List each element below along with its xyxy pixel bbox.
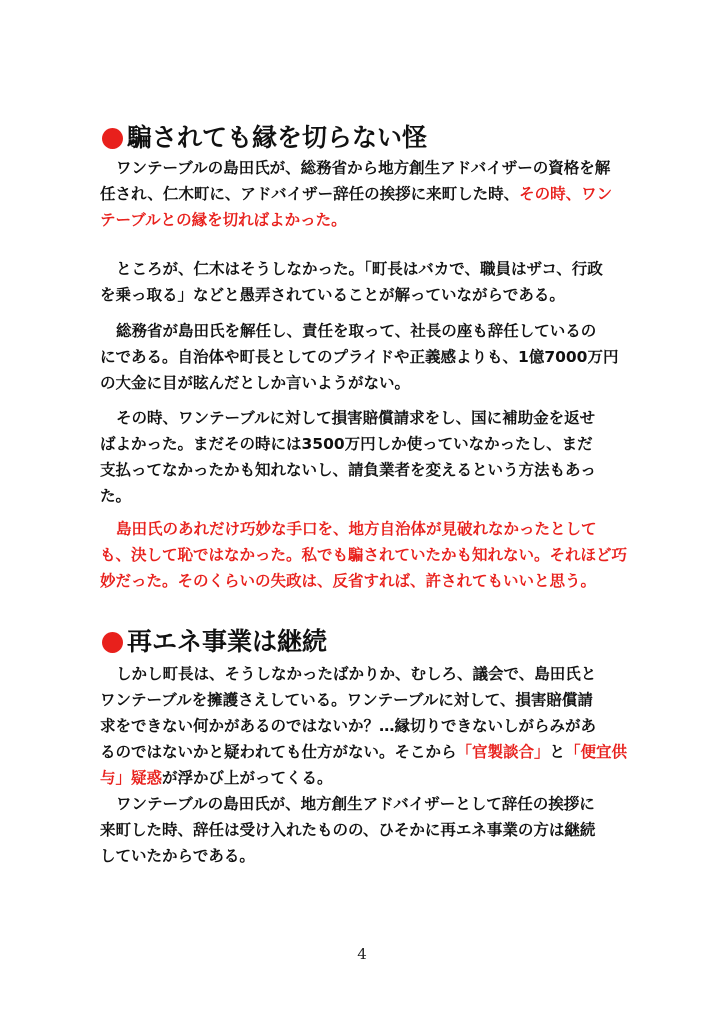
text-line: が浮かび上がってくる。 bbox=[162, 769, 333, 787]
page-number: 4 bbox=[357, 945, 367, 963]
text-line: していたからである。 bbox=[100, 847, 255, 865]
text-line: るのではないかと疑われても仕方がない。そこから bbox=[100, 743, 457, 761]
highlight-text: その時、ワン bbox=[519, 185, 613, 203]
text-line: ところが、仁木はそうしなかった。「町長はバカで、職員はザコ、行政 bbox=[116, 260, 603, 278]
section-heading-1 bbox=[100, 122, 640, 154]
text-line: の大金に目が眩んだとしか言いようがない。 bbox=[100, 374, 411, 392]
section-title: 再エネ事業は継続 bbox=[127, 627, 328, 656]
paragraph bbox=[100, 256, 640, 308]
highlight-text: 妙だった。そのくらいの失政は、反省すれば、許されてもいいと思う。 bbox=[100, 572, 597, 590]
text-line: を乗っ取る」などと愚弄されていることが解っていながらである。 bbox=[100, 286, 565, 304]
text-line: しかし町長は、そうしなかったばかりか、むしろ、議会で、島田氏と bbox=[116, 665, 597, 683]
text-line: にである。自治体や町長としてのプライドや正義感よりも、1億7000万円 bbox=[100, 348, 619, 366]
red-bullet-icon bbox=[102, 632, 123, 653]
text-line: た。 bbox=[100, 487, 132, 505]
paragraph bbox=[100, 155, 640, 233]
highlight-text: 「便宜供 bbox=[565, 743, 628, 761]
text-line: ワンテーブルの島田氏が、総務省から地方創生アドバイザーの資格を解 bbox=[116, 159, 611, 177]
text-line: 来町した時、辞任は受け入れたものの、ひそかに再エネ事業の方は継続 bbox=[100, 821, 596, 839]
text-line: 任され、仁木町に、アドバイザー辞任の挨拶に来町した時、 bbox=[100, 185, 520, 203]
highlight-text: 島田氏のあれだけ巧妙な手口を、地方自治体が見破れなかったとして bbox=[116, 520, 597, 538]
text-line: その時、ワンテーブルに対して損害賠償請求をし、国に補助金を返せ bbox=[116, 409, 596, 427]
section-heading-2 bbox=[100, 626, 640, 658]
highlight-paragraph bbox=[100, 516, 640, 594]
highlight-text: 「官製談合」 bbox=[456, 743, 550, 761]
red-bullet-icon bbox=[102, 128, 123, 149]
text-line: ばよかった。まだその時には3500万円しか使っていなかったし、まだ bbox=[100, 435, 593, 453]
paragraph bbox=[100, 661, 640, 791]
text-line: 支払ってなかったかも知れないし、請負業者を変えるという方法もあっ bbox=[100, 461, 596, 479]
highlight-text: 与」疑惑 bbox=[100, 769, 163, 787]
paragraph bbox=[100, 791, 640, 869]
text-line: と bbox=[549, 743, 566, 761]
section-title: 騙されても縁を切らない怪 bbox=[127, 123, 428, 152]
paragraph bbox=[100, 405, 640, 509]
text-line: 求をできない何かがあるのではないか？…縁切りできないしがらみがあ bbox=[100, 717, 597, 735]
paragraph bbox=[100, 318, 640, 396]
text-line: 総務省が島田氏を解任し、責任を取って、社長の座も辞任しているの bbox=[116, 322, 597, 340]
highlight-text: も、決して恥ではなかった。私でも騙されていたかも知れない。それほど巧 bbox=[100, 546, 628, 564]
text-line: ワンテーブルを擁護さえしている。ワンテーブルに対して、損害賠償請 bbox=[100, 691, 593, 709]
highlight-text: テーブルとの縁を切ればよかった。 bbox=[100, 211, 347, 229]
text-line: ワンテーブルの島田氏が、地方創生アドバイザーとして辞任の挨拶に bbox=[116, 795, 595, 813]
